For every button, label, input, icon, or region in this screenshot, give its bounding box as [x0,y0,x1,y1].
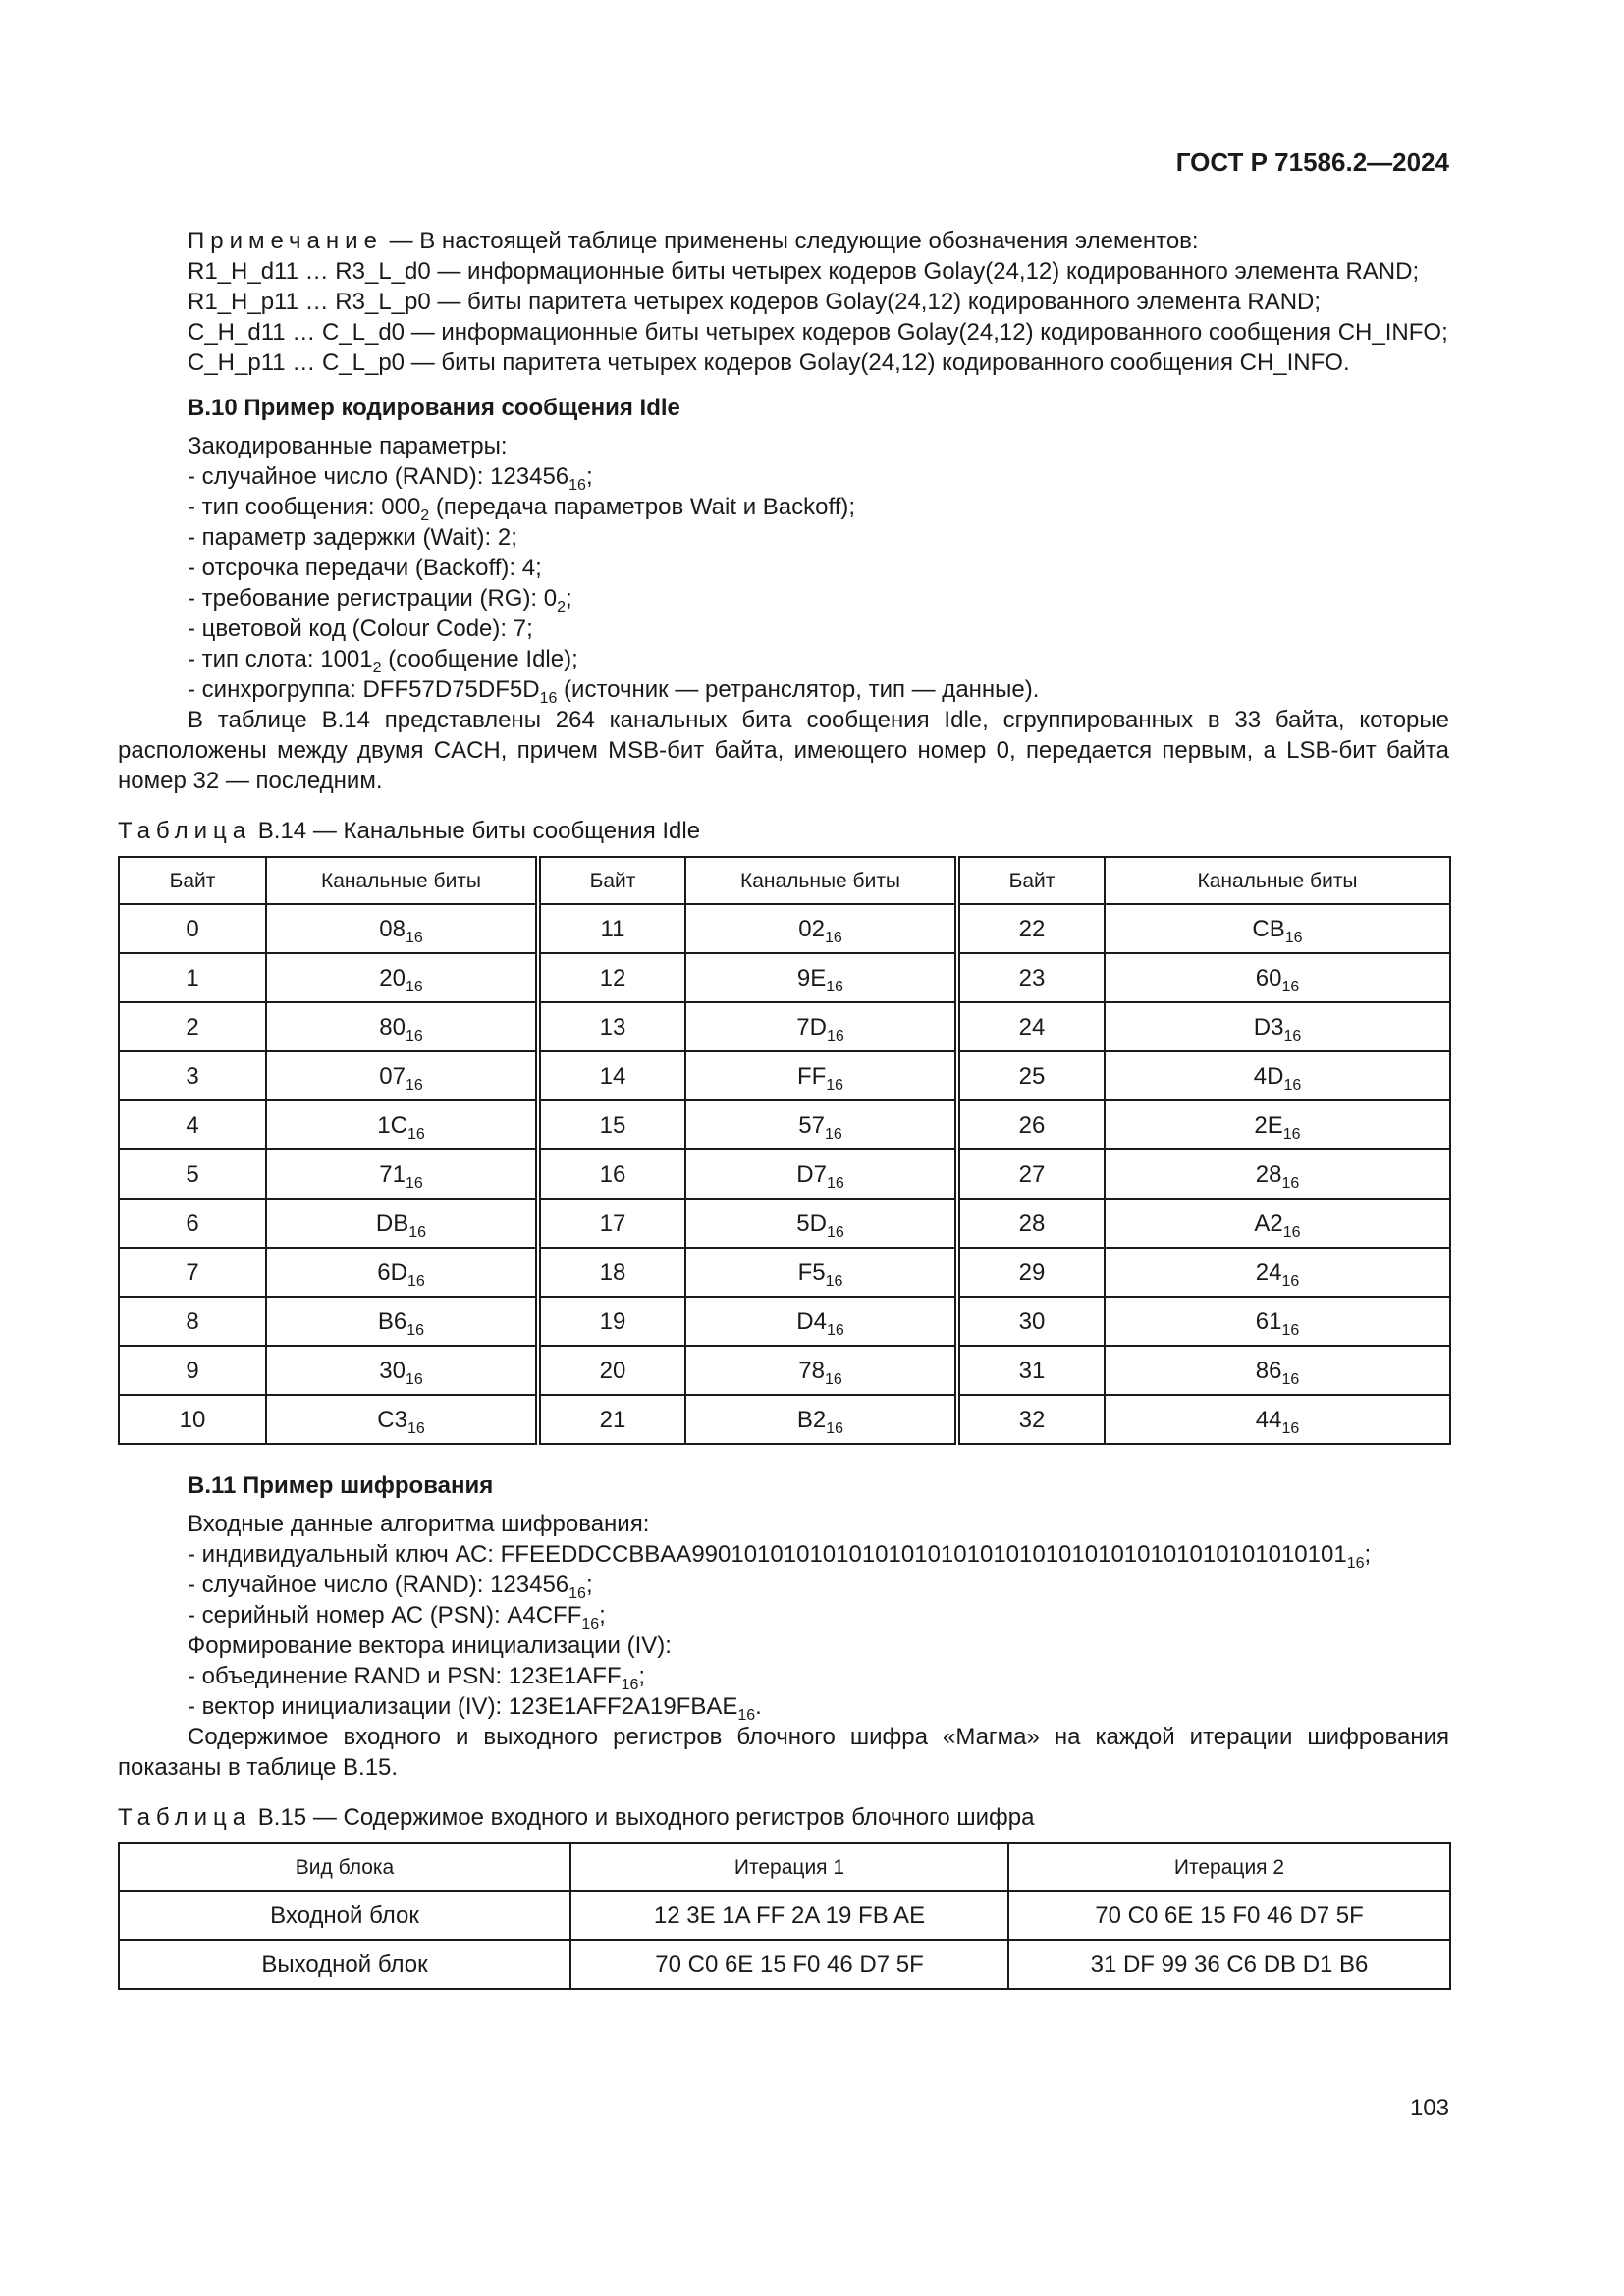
b10-paragraph: В таблице В.14 представлены 264 канальных бита сообщения Idle, сгруппированных в 33 байта, которые расположены между двумя CACH, причем MSB-бит байта, имеющего номер 0, передается первым, а LSB-бит байта номер 32 — последним. [118,707,1449,794]
list-item-text: - тип сообщения: 000 [188,494,421,520]
byte-cell [957,1199,1105,1248]
bits-cell [266,1149,538,1199]
bits-cell [1105,1297,1450,1346]
subscript: 16 [405,1370,423,1388]
cell-value: 14 [599,1062,626,1090]
cell-value: 27 [1018,1160,1046,1188]
bits-cell [685,1297,957,1346]
list-item-text: - вектор инициализации (IV): 123E1AFF2A19FBAE [188,1693,738,1720]
cell-value: 8 [186,1308,199,1335]
byte-cell [119,1346,266,1395]
bits-cell [685,1051,957,1100]
cell-value: 20 [379,964,406,991]
subscript: 16 [621,1677,639,1693]
list-item-text: - требование регистрации (RG): 0 [188,585,558,612]
bits-cell [1105,1199,1450,1248]
list-item [118,1600,1449,1630]
subscript: 16 [826,1223,844,1241]
subscript: 16 [568,1585,586,1602]
note-line: C_H_p11 … C_L_p0 — биты паритета четырех кодеров Golay(24,12) кодированного сообщения CH_INFO. [188,349,1350,376]
list-item-text: ; [566,585,572,612]
subscript: 16 [737,1707,756,1724]
byte-cell [957,1395,1105,1444]
cell-value: DB [375,1209,409,1237]
b10-intro: Закодированные параметры: [188,433,508,459]
subscript: 16 [1283,1027,1302,1044]
bits-cell [266,904,538,953]
subscript: 16 [1281,1321,1300,1339]
subscript: 16 [826,1076,844,1094]
bits-cell [1105,1346,1450,1395]
cell-value: 16 [599,1160,626,1188]
table-cell: 31 DF 99 36 C6 DB D1 B6 [1008,1940,1450,1989]
byte-cell [957,1248,1105,1297]
cell-value: 3 [186,1062,199,1090]
cell-value: 0 [186,915,199,942]
table-row [119,1149,1450,1199]
list-item-text: - синхрогруппа: DFF57D75DF5D [188,676,540,703]
byte-cell [119,904,266,953]
cell-value: CB [1252,915,1285,942]
table-row [119,1100,1450,1149]
cell-value: 02 [798,915,825,942]
list-item [118,1691,1449,1722]
cell-value: 12 [599,964,626,991]
bits-cell [685,1002,957,1051]
cell-value: D4 [796,1308,827,1335]
cell-value: 17 [599,1209,626,1237]
cell-value: 07 [379,1062,406,1090]
bits-cell [685,1395,957,1444]
cell-value: 10 [179,1406,206,1433]
bits-cell [266,1051,538,1100]
table-header-row [119,857,1450,904]
cell-value: 24 [1018,1013,1046,1041]
subscript: 16 [826,1419,844,1437]
subscript: 16 [1283,1076,1302,1094]
table-row [119,1199,1450,1248]
table-b15-body [119,1891,1450,1989]
b11-intro2: Формирование вектора инициализации (IV): [188,1632,672,1659]
list-item-text: - серийный номер АС (PSN): A4CFF [188,1602,582,1629]
list-item-text: - параметр задержки (Wait): 2; [188,524,517,551]
subscript: 16 [405,929,423,946]
byte-cell [957,1297,1105,1346]
b11-intro: Входные данные алгоритма шифрования: [188,1511,650,1537]
bits-cell [685,1199,957,1248]
cell-value: 11 [600,915,625,942]
table-b14-caption [118,816,1449,846]
subscript: 16 [568,477,586,494]
byte-cell [538,1149,685,1199]
cell-value: 30 [379,1357,406,1384]
note-line: R1_H_d11 … R3_L_d0 — информационные биты четырех кодеров Golay(24,12) кодированного элемента RAND; [188,258,1420,285]
byte-cell [538,1002,685,1051]
cell-value: 6D [377,1258,407,1286]
subscript: 16 [408,1223,427,1241]
b11-iv-list [118,1661,1449,1722]
byte-cell [957,1051,1105,1100]
note-line: R1_H_p11 … R3_L_p0 — биты паритета четырех кодеров Golay(24,12) кодированного элемента RAND; [188,289,1322,315]
list-item-text: - цветовой код (Colour Code): 7; [188,615,533,642]
column-header: Итерация 2 [1008,1843,1450,1891]
byte-cell [119,1248,266,1297]
cell-value: 1 [186,964,199,991]
cell-value: 28 [1255,1160,1282,1188]
list-item [118,553,1449,583]
table-cell: 70 C0 6E 15 F0 46 D7 5F [1008,1891,1450,1940]
cell-value: 6 [186,1209,199,1237]
byte-cell [538,904,685,953]
byte-cell [119,1395,266,1444]
section-heading-b10: В.10 Пример кодирования сообщения Idle [188,395,680,421]
bits-cell [266,1248,538,1297]
bits-cell [266,1297,538,1346]
column-header: Байт [538,857,685,904]
b11-paragraph: Содержимое входного и выходного регистров блочного шифра «Магма» на каждой итерации шифрования показаны в таблице В.15. [118,1724,1449,1781]
subscript: 16 [1282,1125,1301,1143]
table-b15-caption-text: В.15 — Содержимое входного и выходного регистров блочного шифра [251,1804,1035,1831]
subscript: 16 [406,1272,425,1290]
list-item [118,583,1449,614]
subscript: 2 [557,599,567,615]
cell-value: F5 [797,1258,826,1286]
list-item [118,674,1449,705]
byte-cell [119,1149,266,1199]
table-row [119,1346,1450,1395]
table-row [119,1891,1450,1940]
bits-cell [1105,953,1450,1002]
list-item-text: (источник — ретранслятор, тип — данные). [557,676,1040,703]
byte-cell [119,953,266,1002]
table-b15-caption-label: Таблица [118,1804,252,1831]
column-header: Канальные биты [1105,857,1450,904]
table-b14-caption-label: Таблица [118,818,252,844]
list-item-text: ; [599,1602,606,1629]
cell-value: 7 [186,1258,199,1286]
subscript: 16 [1284,929,1303,946]
cell-value: 7D [796,1013,827,1041]
table-row [119,1395,1450,1444]
list-item-text: - тип слота: 1001 [188,646,373,672]
cell-value: 4D [1253,1062,1284,1090]
list-item [118,614,1449,644]
list-item-text: . [755,1693,762,1720]
byte-cell [957,904,1105,953]
cell-value: 2E [1254,1111,1283,1139]
list-item-text: ; [585,1572,593,1598]
cell-value: 13 [599,1013,626,1041]
bits-cell [266,1100,538,1149]
cell-value: 32 [1018,1406,1046,1433]
cell-value: 20 [599,1357,626,1384]
page-number: 103 [1409,2095,1449,2121]
table-row [119,1940,1450,1989]
bits-cell [685,1248,957,1297]
note-line: C_H_d11 … C_L_d0 — информационные биты четырех кодеров Golay(24,12) кодированного сообщения CH_INFO; [188,319,1448,346]
cell-value: 4 [186,1111,199,1139]
subscript: 16 [1282,1223,1301,1241]
bits-cell [1105,1002,1450,1051]
byte-cell [957,1100,1105,1149]
cell-value: 15 [599,1111,626,1139]
table-row [119,953,1450,1002]
bits-cell [685,1149,957,1199]
cell-value: 61 [1255,1308,1282,1335]
subscript: 16 [1281,978,1300,995]
subscript: 16 [406,1419,425,1437]
list-item-text: ; [585,463,593,490]
byte-cell [538,1297,685,1346]
subscript: 2 [420,507,430,524]
table-b14 [118,856,1451,1445]
cell-value: 08 [379,915,406,942]
cell-value: 71 [379,1160,406,1188]
byte-cell [538,953,685,1002]
column-header: Канальные биты [266,857,538,904]
b11-input-list [118,1539,1449,1630]
table-cell: Выходной блок [119,1940,570,1989]
cell-value: 22 [1018,915,1046,942]
bits-cell [1105,1149,1450,1199]
cell-value: 19 [599,1308,626,1335]
bits-cell [685,1100,957,1149]
list-item-text: - случайное число (RAND): 123456 [188,463,569,490]
table-row [119,1002,1450,1051]
byte-cell [957,953,1105,1002]
list-item-text: ; [638,1663,646,1689]
list-item-text: (сообщение Idle); [381,646,578,672]
byte-cell [957,1346,1105,1395]
table-b15-caption [118,1802,1449,1833]
table-note [118,226,1449,378]
note-label: Примечание [188,228,383,254]
list-item-text: - отсрочка передачи (Backoff): 4; [188,555,542,581]
subscript: 16 [824,1125,842,1143]
bits-cell [685,953,957,1002]
byte-cell [119,1199,266,1248]
list-item [118,461,1449,492]
byte-cell [119,1297,266,1346]
cell-value: 2 [186,1013,199,1041]
bits-cell [266,1199,538,1248]
cell-value: 29 [1018,1258,1046,1286]
list-item [118,492,1449,522]
cell-value: 9 [186,1357,199,1384]
column-header: Байт [119,857,266,904]
cell-value: FF [796,1062,827,1090]
cell-value: B2 [796,1406,827,1433]
cell-value: 18 [599,1258,626,1286]
bits-cell [266,1002,538,1051]
cell-value: 9E [796,964,827,991]
byte-cell [538,1248,685,1297]
cell-value: 23 [1018,964,1046,991]
cell-value: 86 [1255,1357,1282,1384]
cell-value: D3 [1253,1013,1284,1041]
subscript: 16 [406,1321,425,1339]
table-b15 [118,1842,1451,1990]
list-item [118,644,1449,674]
cell-value: B6 [377,1308,407,1335]
subscript: 16 [405,978,423,995]
cell-value: 44 [1255,1406,1282,1433]
table-row [119,1051,1450,1100]
subscript: 16 [539,690,558,707]
cell-value: 28 [1018,1209,1046,1237]
bits-cell [1105,1100,1450,1149]
subscript: 16 [824,929,842,946]
bits-cell [685,904,957,953]
cell-value: 57 [798,1111,825,1139]
page-content [118,226,1449,1990]
cell-value: 5D [796,1209,827,1237]
cell-value: 1C [377,1111,407,1139]
subscript: 16 [405,1174,423,1192]
subscript: 16 [826,1321,844,1339]
subscript: 16 [1281,1272,1300,1290]
byte-cell [538,1199,685,1248]
bits-cell [266,1346,538,1395]
subscript: 16 [824,1370,842,1388]
list-item-text: - индивидуальный ключ АС: FFEEDDCCBBAA99010101010101010101010101010101010101010101010101 [188,1541,1347,1568]
table-header-row [119,1843,1450,1891]
subscript: 16 [825,1272,843,1290]
subscript: 16 [826,978,844,995]
cell-value: 80 [379,1013,406,1041]
cell-value: 60 [1255,964,1282,991]
subscript: 2 [372,660,382,676]
cell-value: D7 [796,1160,827,1188]
cell-value: 26 [1018,1111,1046,1139]
table-cell: 12 3E 1A FF 2A 19 FB AE [570,1891,1008,1940]
table-cell: 70 C0 6E 15 F0 46 D7 5F [570,1940,1008,1989]
table-b14-body [119,904,1450,1444]
list-item-text: - объединение RAND и PSN: 123E1AFF [188,1663,622,1689]
cell-value: 24 [1255,1258,1282,1286]
byte-cell [538,1346,685,1395]
subscript: 16 [406,1125,425,1143]
section-heading-b11: В.11 Пример шифрования [188,1472,494,1499]
bits-cell [1105,1051,1450,1100]
note-intro [118,226,1449,256]
cell-value: 30 [1018,1308,1046,1335]
table-b14-caption-text: В.14 — Канальные биты сообщения Idle [251,818,701,844]
column-header: Вид блока [119,1843,570,1891]
subscript: 16 [581,1616,600,1632]
table-row [119,904,1450,953]
subscript: 16 [1281,1370,1300,1388]
cell-value: 31 [1018,1357,1046,1384]
subscript: 16 [826,1174,844,1192]
byte-cell [119,1100,266,1149]
cell-value: 5 [186,1160,199,1188]
table-row [119,1248,1450,1297]
bits-cell [1105,904,1450,953]
column-header: Итерация 1 [570,1843,1008,1891]
byte-cell [119,1002,266,1051]
subscript: 16 [405,1027,423,1044]
note-intro-text: — В настоящей таблице применены следующие обозначения элементов: [382,228,1199,254]
cell-value: 25 [1018,1062,1046,1090]
list-item-text: - случайное число (RAND): 123456 [188,1572,569,1598]
byte-cell [957,1002,1105,1051]
b10-param-list [118,461,1449,705]
table-cell: Входной блок [119,1891,570,1940]
bits-cell [1105,1395,1450,1444]
byte-cell [957,1149,1105,1199]
bits-cell [266,953,538,1002]
list-item [118,1570,1449,1600]
subscript: 16 [405,1076,423,1094]
list-item [118,1539,1449,1570]
column-header: Байт [957,857,1105,904]
subscript: 16 [1281,1174,1300,1192]
list-item-text: ; [1364,1541,1372,1568]
subscript: 16 [1346,1555,1365,1572]
byte-cell [538,1051,685,1100]
cell-value: 78 [798,1357,825,1384]
column-header: Канальные биты [685,857,957,904]
list-item-text: (передача параметров Wait и Backoff); [429,494,856,520]
cell-value: 21 [599,1406,626,1433]
subscript: 16 [826,1027,844,1044]
doc-code-header: ГОСТ Р 71586.2—2024 [1175,147,1449,177]
byte-cell [119,1051,266,1100]
list-item [118,1661,1449,1691]
byte-cell [538,1100,685,1149]
byte-cell [538,1395,685,1444]
bits-cell [266,1395,538,1444]
bits-cell [685,1346,957,1395]
list-item [118,522,1449,553]
cell-value: C3 [377,1406,407,1433]
subscript: 16 [1281,1419,1300,1437]
bits-cell [1105,1248,1450,1297]
table-row [119,1297,1450,1346]
cell-value: A2 [1254,1209,1283,1237]
